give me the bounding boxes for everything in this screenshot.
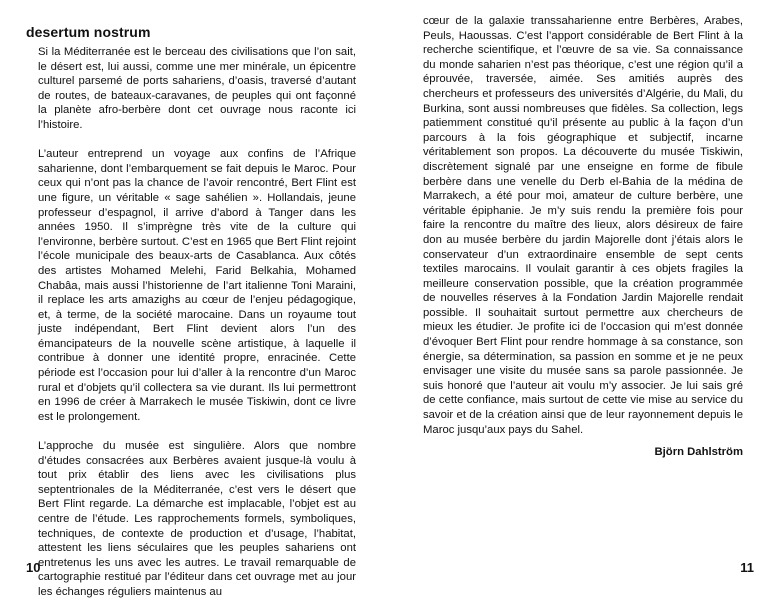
author-signature: Björn Dahlström: [654, 446, 743, 458]
left-page: [0, 0, 391, 598]
chapter-title: desertum nostrum: [26, 24, 151, 40]
paragraph-continuation: cœur de la galaxie transsaharienne entre Berbères, Arabes, Peuls, Haoussas. C’est l’apport considérable de Bert Flint à la recherche scientifique, et l’œuvre de sa vie. Sa connaissance du monde saharien n’est pas théorique, c’est une région qu’il a éprouvée, traversée, aimée. Ses amitiés auprès des chercheurs et professeurs des universités d’Algérie, du Mali, du Burkina, sont aussi nombreuses que fidèles. Sa collection, legs patiemment constitué qu’il présente au public à la façon d’un parcours à la fois géographique et subjectif, incarne véritablement son propos. La découverte du musée Tiskiwin, discrètement signalé par une enseigne en forme de fibule berbère dans une venelle du Derb el-Bahia de la médina de Marrakech, a été pour moi, amateur de culture berbère, une véritable épiphanie. Je m’y suis rendu la première fois pour faire la rencontre du maître des lieux, alors désireux de faire don au musée berbère du jardin Majorelle dont j’étais alors le conservateur d’un extraordinaire ensemble de sept cents textiles marocains. Il voulait garantir à ces objets fragiles la meilleure conservation possible, que la création programmée de nouvelles réserves à la Fondation Jardin Majorelle rendait possible. Il souhaitait surtout permettre aux chercheurs de mieux les étudier. Je profite ici de l’occasion qui m’est donnée d’évoquer Bert Flint pour rendre hommage à sa constance, son énergie, sa détermination, sa passion en somme et je ne peux envisager une visite du musée sans sa parole passionnée. Je suis honoré que l’auteur ait voulu m’y associer. Je lui sais gré de cette confiance, mais surtout de cette vie mise au service du savoir et de la création ainsi que de leur rayonnement depuis le Maroc jusqu’aux pays du Sahel.: [423, 15, 743, 436]
paragraph-museum-approach: L’approche du musée est singulière. Alors que nombre d’études consacrées aux Berbères avaient jusque-là voulu à tout prix établir des liens avec les civilisations plus septentrionales de la Méditerranée, c’est vers le désert que Bert Flint regarde. La démarche est implacable, l’objet est au centre de l’étude. Les rapprochements formels, symboliques, techniques, de contexte de production et d’usage, l’habitat, attestent les liens séculaires que les peuples sahariens ont entretenus les uns avec les autres. Le travail remarquable de cartographie restitué par l’éditeur dans cet ouvrage met au jour les échanges réguliers maintenus au: [38, 440, 356, 598]
right-text-column: [423, 14, 743, 452]
page-number-right: 11: [740, 560, 754, 575]
right-page: [391, 0, 782, 586]
left-text-column: [38, 45, 356, 614]
paragraph-intro: Si la Méditerranée est le berceau des civilisations que l’on sait, le désert est, lui aussi, comme une mer minérale, un épicentre culturel parsemé de ports sahariens, d’oasis, traversé d’autant de routes, de bateaux-caravanes, de peuples qui ont façonné la planète afro-berbère dont cet ouvrage nous raconte ici l’histoire.: [38, 46, 356, 131]
page-number-left: 10: [26, 560, 41, 575]
paragraph-bert-flint: L’auteur entreprend un voyage aux confins de l’Afrique saharienne, dont l’embarquement se fait depuis le Maroc. Pour ceux qui n’ont pas la chance de l’avoir rencontré, Bert Flint est une figure, un véritable « sage sahélien ». Hollandais, jeune professeur d’espagnol, il arrive d’abord à Tanger dans les années 1950. Il s’imprègne très vite de la culture qui l’environne, berbère surtout. C’est en 1965 que Bert Flint rejoint l’école municipale des beaux-arts de Casablanca. Aux côtés des artistes Mohamed Melehi, Farid Belkahia, Mohamed Chabâa, mais aussi l’historienne de l’art italienne Toni Maraini, il replace les arts amazighs au cœur de l’enjeu pédagogique, et, à terme, de la société marocaine. Dans un royaume tout juste indépendant, Bert Flint devient alors l’un des émancipateurs de la nouvelle scène artistique, à laquelle il contribue à donner une identité propre, enracinée. Cette période est l’occasion pour lui d’aller à la rencontre d’un Maroc rural et d’objets qu’il collectera sa vie durant. Ils lui permettront en 1996 de créer à Marrakech le musée Tiskiwin, dont ce livre est le prolongement.: [38, 148, 356, 423]
